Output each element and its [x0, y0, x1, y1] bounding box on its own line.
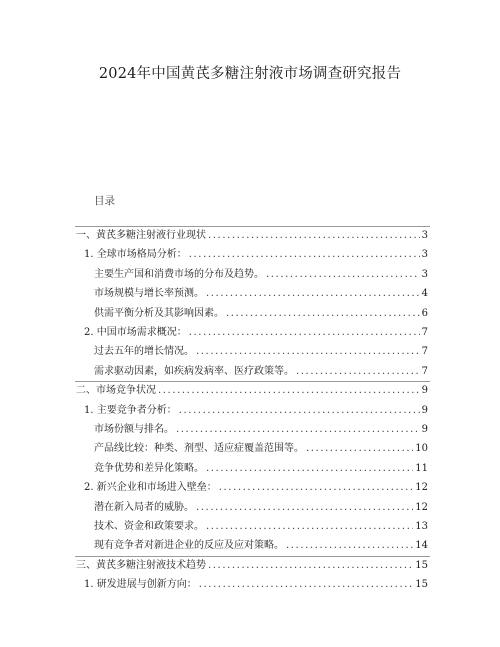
- toc-entry-page-number: 9: [421, 385, 428, 397]
- toc-entry-label: 1. 主要竞争者分析：: [84, 404, 177, 416]
- toc-dot-leader: [226, 305, 420, 323]
- toc-entry-label: 市场规模与增长率预测。: [94, 288, 204, 300]
- toc-entry-label: 技术、资金和政策要求。: [94, 521, 204, 532]
- toc-dot-leader: [208, 557, 413, 575]
- toc-entry-page-number: 15: [415, 559, 428, 571]
- toc-entry-page-number: 3: [421, 268, 428, 280]
- toc-dot-leader: [206, 518, 413, 536]
- toc-entry-page-number: 12: [415, 501, 428, 513]
- toc-entry-label: 2. 新兴企业和市场进入壁垒：: [84, 482, 217, 494]
- toc-heading: 目录: [94, 195, 115, 207]
- toc-entry-label: 1. 全球市场格局分析：: [84, 249, 187, 261]
- toc-entry[interactable]: [76, 227, 428, 245]
- toc-entry[interactable]: [84, 576, 428, 594]
- toc-entry[interactable]: [94, 266, 428, 284]
- toc-entry-page-number: 3: [421, 249, 428, 261]
- toc-entry-page-number: 3: [421, 230, 428, 241]
- toc-entry-page-number: 7: [421, 327, 428, 338]
- toc-entry-page-number: 10: [415, 443, 428, 455]
- toc-entry-page-number: 9: [421, 404, 428, 416]
- toc-entry[interactable]: [94, 499, 428, 517]
- toc-entry-label: 一、黄芪多糖注射液行业现状: [76, 230, 206, 241]
- toc-entry[interactable]: [84, 479, 428, 497]
- toc-entry-label: 现有竞争者对新进企业的反应及应对策略。: [94, 540, 284, 552]
- toc-entry-page-number: 7: [421, 365, 428, 377]
- toc-entry-label: 主要生产国和消费市场的分布及趋势。: [94, 268, 264, 280]
- toc-entry[interactable]: [94, 518, 428, 536]
- toc-dot-leader: [196, 499, 413, 517]
- toc-entry[interactable]: [94, 440, 428, 458]
- toc-dot-leader: [296, 363, 420, 381]
- toc-dot-leader: [158, 382, 420, 400]
- toc-entry[interactable]: [76, 382, 428, 400]
- toc-entry-page-number: 13: [415, 521, 428, 532]
- toc-dot-leader: [176, 421, 420, 439]
- toc-entry[interactable]: [94, 460, 428, 478]
- toc-entry-page-number: 14: [415, 540, 428, 552]
- toc-entry-page-number: 11: [415, 462, 428, 474]
- toc-entry-label: 产品线比较：种类、剂型、适应症覆盖范围等。: [94, 443, 304, 455]
- toc-entry-label: 潜在新入局者的威胁。: [94, 501, 194, 513]
- toc-entry[interactable]: [94, 343, 428, 361]
- toc-entry[interactable]: [94, 363, 428, 381]
- toc-entry-label: 市场份额与排名。: [94, 424, 174, 435]
- toc-dot-leader: [206, 285, 420, 303]
- toc-dot-leader: [189, 246, 420, 264]
- toc-entry[interactable]: [94, 537, 428, 555]
- toc-entry-label: 二、市场竞争状况: [76, 385, 156, 397]
- toc-entry[interactable]: [94, 305, 428, 323]
- toc-entry-page-number: 4: [421, 288, 428, 300]
- toc-entry[interactable]: [84, 402, 428, 420]
- toc-entry-label: 三、黄芪多糖注射液技术趋势: [76, 559, 206, 571]
- toc-dot-leader: [189, 324, 420, 342]
- toc-entry-page-number: 6: [421, 307, 428, 319]
- toc-entry-page-number: 9: [421, 424, 428, 435]
- toc-entry-label: 供需平衡分析及其影响因素。: [94, 307, 224, 319]
- toc-entry-label: 竞争优势和差异化策略。: [94, 462, 204, 474]
- toc-entry-label: 2. 中国市场需求概况：: [84, 327, 187, 338]
- toc-dot-leader: [196, 343, 420, 361]
- toc-entry[interactable]: [94, 421, 428, 439]
- toc-entry-label: 需求驱动因素，如疾病发病率、医疗政策等。: [94, 365, 294, 377]
- toc-entry[interactable]: [94, 285, 428, 303]
- toc-dot-leader: [208, 227, 420, 245]
- toc-entry-label: 1. 研发进展与创新方向：: [84, 579, 197, 591]
- toc-dot-leader: [219, 479, 414, 497]
- document-title: 2024年中国黄芪多糖注射液市场调查研究报告: [98, 66, 402, 82]
- toc-entry-page-number: 7: [421, 346, 428, 358]
- toc-dot-leader: [206, 460, 413, 478]
- toc-entry-page-number: 12: [415, 482, 428, 494]
- toc-dot-leader: [286, 537, 413, 555]
- toc-entry[interactable]: [76, 557, 428, 575]
- toc-entry[interactable]: [84, 324, 428, 342]
- toc-dot-leader: [266, 266, 420, 284]
- toc-entry[interactable]: [84, 246, 428, 264]
- toc-entry-label: 过去五年的增长情况。: [94, 346, 194, 358]
- toc-entry-page-number: 15: [415, 579, 428, 591]
- toc-dot-leader: [306, 440, 413, 458]
- toc-dot-leader: [199, 576, 414, 594]
- toc-dot-leader: [179, 402, 420, 420]
